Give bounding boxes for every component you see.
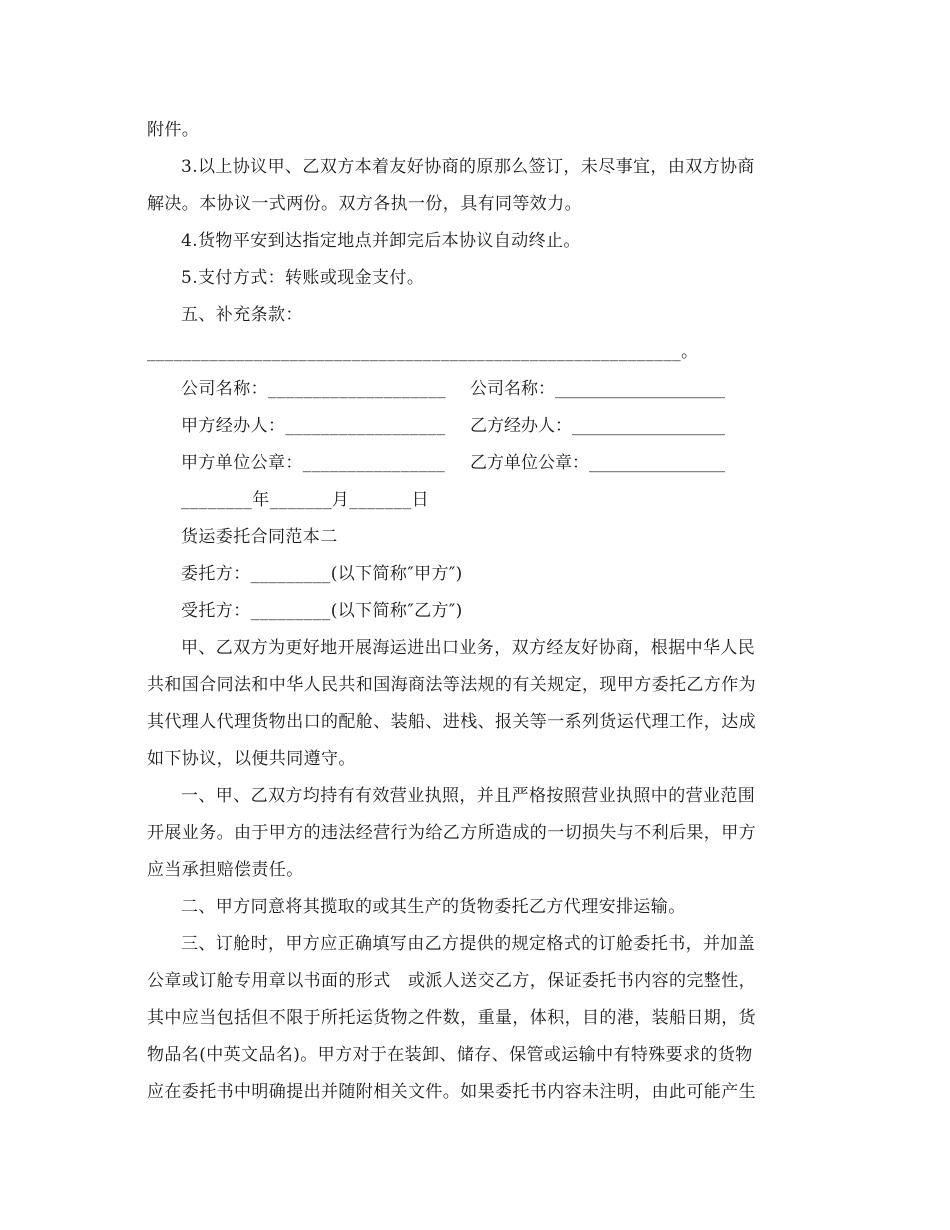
company-name-right: 公司名称：____________________	[470, 379, 725, 399]
clause-5: 5.支付方式：转账或现金支付。	[181, 268, 425, 288]
intro-paragraph-line: 甲、乙双方为更好地开展海运进出口业务，双方经友好协商，根据中华人民	[181, 638, 756, 658]
supplementary-heading: 五、补充条款：	[181, 305, 303, 325]
supplementary-blank-line: ____________________________________________________________。	[147, 342, 699, 362]
article-3-line: 其中应当包括但不限于所托运货物之件数，重量，体积，目的港，装船日期，货	[147, 1008, 756, 1028]
article-1-line: 一、甲、乙双方均持有有效营业执照，并且严格按照营业执照中的营业范围	[181, 786, 756, 806]
article-3-line: 公章或订舱专用章以书面的形式 或派人送交乙方，保证委托书内容的完整性，	[147, 971, 756, 991]
article-3-line: 物品名(中英文品名)。甲方对于在装卸、储存、保管或运输中有特殊要求的货物	[147, 1045, 753, 1065]
clause-3-line-2: 解决。本协议一式两份。双方各执一份，具有同等效力。	[147, 194, 582, 214]
intro-paragraph-line: 如下协议，以便共同遵守。	[147, 749, 356, 769]
principal-line: 委托方：_________(以下简称″甲方″)	[181, 564, 463, 584]
party-a-handler: 甲方经办人：__________________	[181, 416, 446, 436]
article-3-line: 三、订舱时，甲方应正确填写由乙方提供的规定格式的订舱委托书，并加盖	[181, 934, 756, 954]
clause-3-line-1: 3.以上协议甲、乙双方本着友好协商的原那么签订，未尽事宜，由双方协商	[181, 157, 755, 177]
text-line: 附件。	[147, 120, 200, 140]
party-b-handler: 乙方经办人：__________________	[470, 416, 725, 436]
intro-paragraph-line: 其代理人代理货物出口的配舱、装船、进栈、报关等一系列货运代理工作，达成	[147, 712, 756, 732]
contract-2-title: 货运委托合同范本二	[181, 527, 338, 547]
intro-paragraph-line: 共和国合同法和中华人民共和国海商法等法规的有关规定，现甲方委托乙方作为	[147, 675, 756, 695]
company-name-left: 公司名称：____________________	[181, 379, 446, 399]
article-3-line: 应在委托书中明确提出并随附相关文件。如果委托书内容未注明，由此可能产生	[147, 1082, 756, 1102]
article-1-line: 应当承担赔偿责任。	[147, 860, 304, 880]
signature-date: ________年_______月_______日	[181, 490, 429, 510]
party-a-seal: 甲方单位公章：________________	[181, 453, 446, 473]
agent-line: 受托方：_________(以下简称″乙方″)	[181, 601, 463, 621]
clause-4: 4.货物平安到达指定地点并卸完后本协议自动终止。	[181, 231, 581, 251]
party-b-seal: 乙方单位公章：________________	[470, 453, 725, 473]
article-2-line: 二、甲方同意将其揽取的或其生产的货物委托乙方代理安排运输。	[181, 897, 686, 917]
article-1-line: 开展业务。由于甲方的违法经营行为给乙方所造成的一切损失与不利后果，甲方	[147, 823, 756, 843]
